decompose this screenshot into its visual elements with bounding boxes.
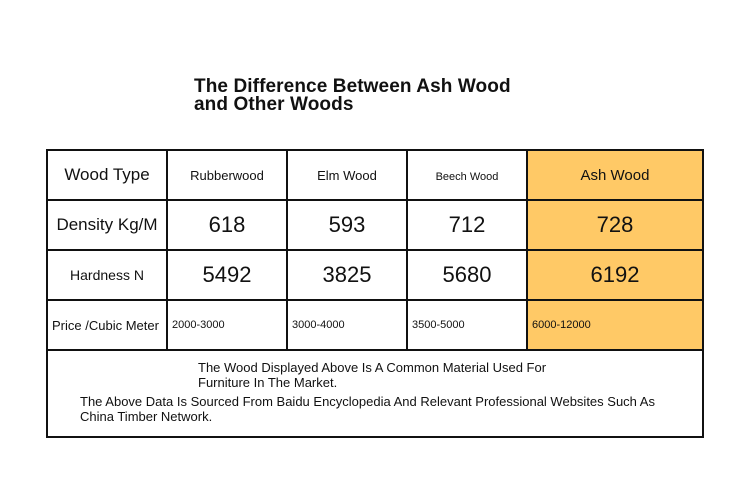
row-label-hardness: Hardness N <box>48 251 168 301</box>
header-elm-wood: Elm Wood <box>288 151 408 201</box>
table-cell: 3000-4000 <box>288 301 408 351</box>
header-wood-type: Wood Type <box>48 151 168 201</box>
page-title <box>194 78 511 114</box>
table-header-row <box>48 151 702 201</box>
table-footer-notes <box>48 351 702 436</box>
row-label-density: Density Kg/M <box>48 201 168 251</box>
row-label-price: Price /Cubic Meter <box>48 301 168 351</box>
table-cell: 593 <box>288 201 408 251</box>
table-cell: 2000-3000 <box>168 301 288 351</box>
comparison-table <box>46 149 704 438</box>
table-cell: 5492 <box>168 251 288 301</box>
table-cell-highlight: 6000-12000 <box>528 301 702 351</box>
footer-note-material: The Wood Displayed Above Is A Common Material Used For Furniture In The Market. <box>198 360 547 390</box>
table-cell-highlight: 728 <box>528 201 702 251</box>
table-cell: 5680 <box>408 251 528 301</box>
table-cell: 3500-5000 <box>408 301 528 351</box>
title-line-2: and Other Woods <box>194 94 354 115</box>
table-row <box>48 301 702 351</box>
table-cell: 618 <box>168 201 288 251</box>
header-rubberwood: Rubberwood <box>168 151 288 201</box>
table-cell: 3825 <box>288 251 408 301</box>
table-cell: 712 <box>408 201 528 251</box>
table-cell-highlight: 6192 <box>528 251 702 301</box>
table-row <box>48 201 702 251</box>
table-row <box>48 251 702 301</box>
header-ash-wood: Ash Wood <box>528 151 702 201</box>
header-beech-wood: Beech Wood <box>408 151 528 201</box>
footer-note-source: The Above Data Is Sourced From Baidu Encyclopedia And Relevant Professional Websites Such As China Timber Network. <box>80 394 655 424</box>
title-line-1: The Difference Between Ash Wood <box>194 76 511 97</box>
